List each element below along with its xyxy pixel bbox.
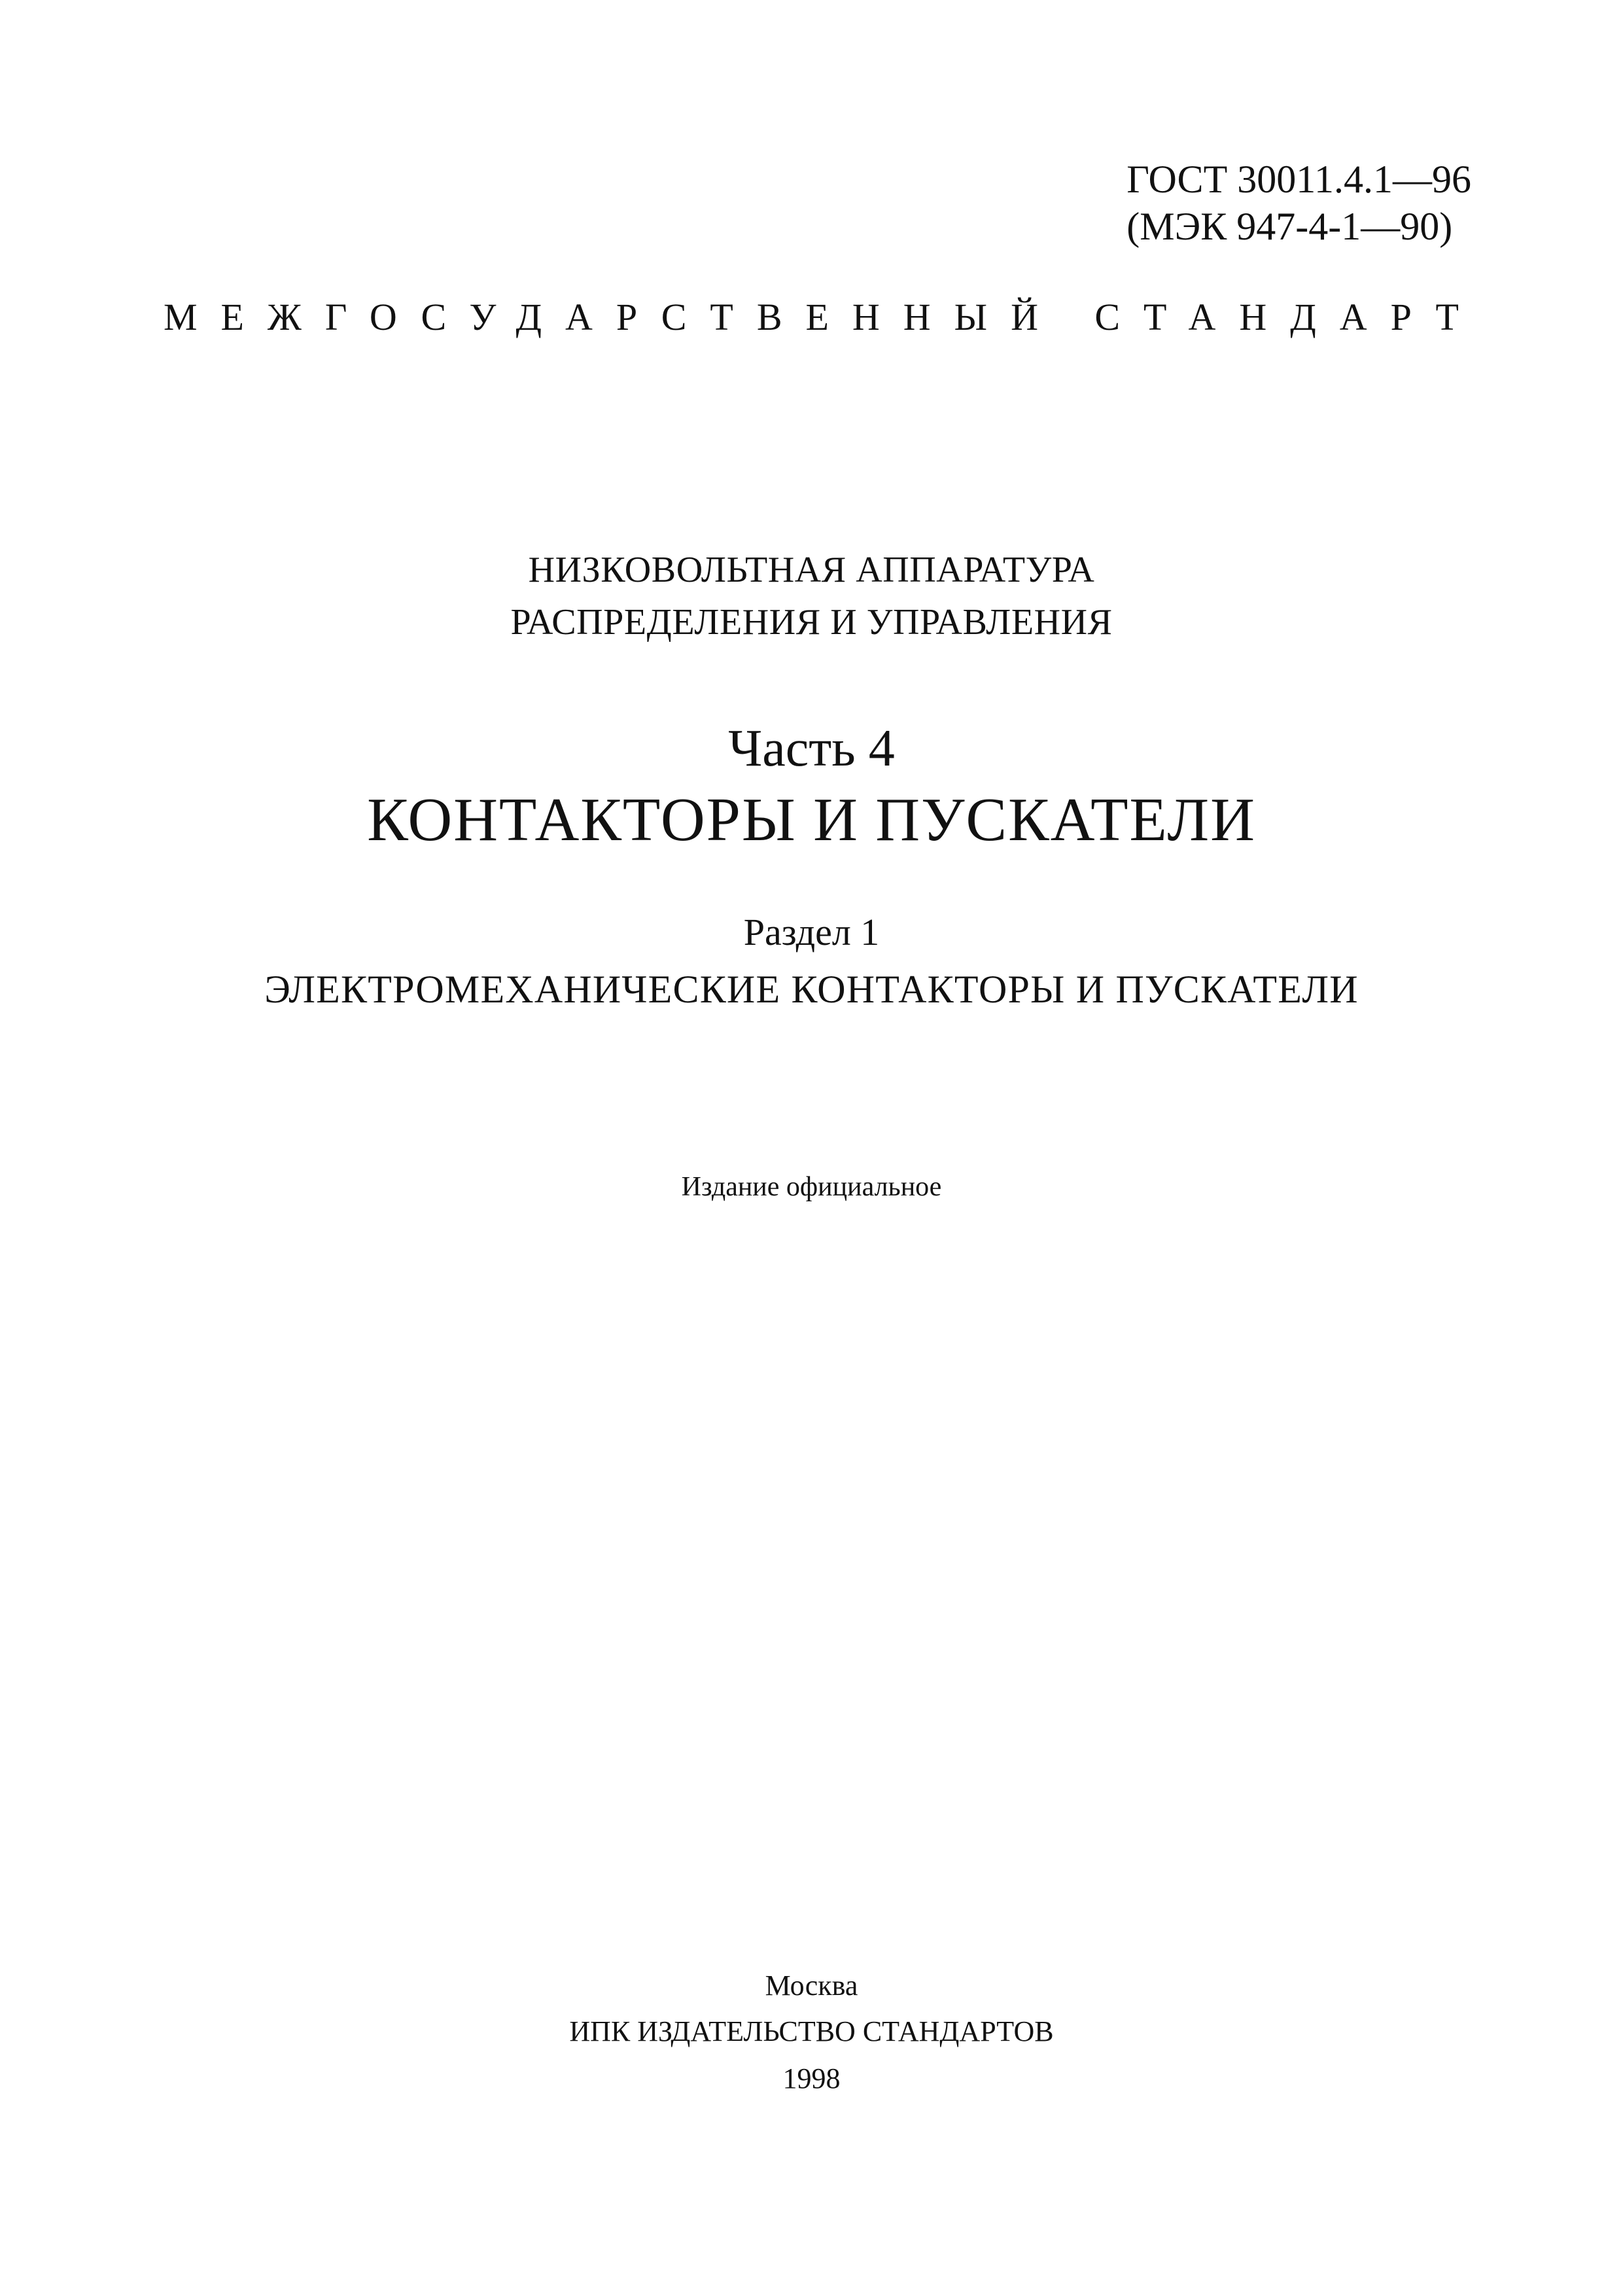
imprint-city: Москва — [765, 1969, 858, 2002]
section-label: Раздел 1 — [743, 911, 880, 953]
subject-line-1: НИЗКОВОЛЬТНАЯ АППАРАТУРА — [528, 550, 1095, 590]
imprint-publisher: ИПК ИЗДАТЕЛЬСТВО СТАНДАРТОВ — [569, 2015, 1054, 2047]
part-title: КОНТАКТОРЫ И ПУСКАТЕЛИ — [367, 786, 1256, 854]
edition-note: Издание официальное — [681, 1172, 942, 1202]
standard-type: МЕЖГОСУДАРСТВЕННЫЙ СТАНДАРТ — [164, 296, 1482, 338]
standard-designation — [1126, 156, 1471, 250]
section-title: ЭЛЕКТРОМЕХАНИЧЕСКИЕ КОНТАКТОРЫ И ПУСКАТЕЛИ — [264, 968, 1359, 1011]
part-label: Часть 4 — [728, 720, 895, 777]
imprint-year: 1998 — [782, 2062, 841, 2094]
iec-number: (МЭК 947-4-1—90) — [1126, 205, 1453, 248]
subject-line-2: РАСПРЕДЕЛЕНИЯ И УПРАВЛЕНИЯ — [510, 602, 1113, 643]
gost-number: ГОСТ 30011.4.1—96 — [1126, 158, 1471, 201]
